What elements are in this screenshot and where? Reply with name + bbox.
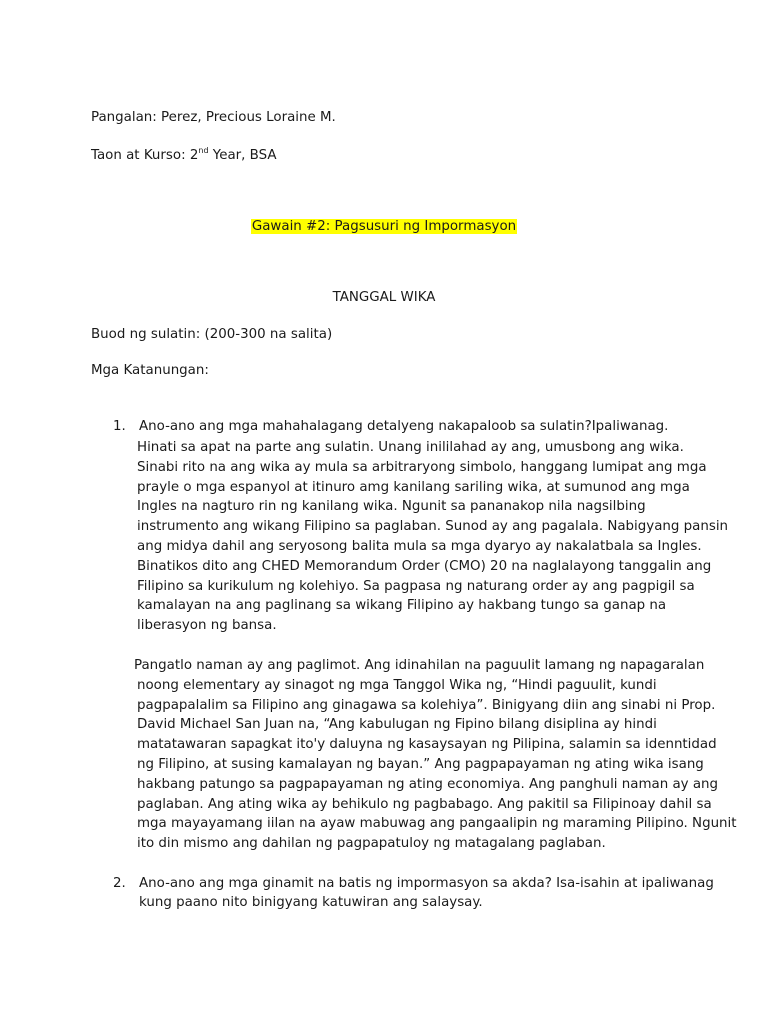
answer-line: instrumento ang wikang Filipino sa paglaban. Sunod ay ang pagalala. Nabigyang pansin	[137, 519, 729, 535]
answer-line: kamalayan na ang paglinang sa wikang Filipino ay hakbang tungo sa ganap na	[137, 598, 667, 614]
summary-label: Buod ng sulatin: (200-300 na salita)	[91, 327, 333, 342]
question-1-answer-paragraph-2	[134, 656, 737, 854]
question-1-number: 1.	[113, 419, 126, 434]
answer-line: hakbang patungo sa pagpapayaman ng ating economiya. Ang panghuli naman ay ang	[137, 776, 719, 792]
activity-title-row	[0, 219, 768, 234]
question-2-number: 2.	[113, 876, 126, 891]
answer-line: Ingles na nagturo rin ng kanilang wika. Ngunit sa pananakop nila nagsilbing	[137, 499, 646, 515]
answer-line: mga mayayamang iilan na ayaw mabuwag ang pangaalipin ng maraming Pilipino. Ngunit	[137, 816, 737, 832]
answer-line: paglaban. Ang ating wika ay behikulo ng pagbabago. Ang pakitil sa Filipinoay dahil sa	[137, 796, 712, 812]
answer-line: Binatikos dito ang CHED Memorandum Order (CMO) 20 na naglalayong tanggalin ang	[137, 558, 712, 574]
student-name-line: Pangalan: Perez, Precious Loraine M.	[91, 110, 336, 125]
answer-line: Filipino sa kurikulum ng kolehiyo. Sa pagpasa ng naturang order ay ang pagpigil sa	[137, 578, 695, 594]
document-title: TANGGAL WIKA	[332, 290, 436, 305]
answer-line: pagpapalalim sa Filipino ang ginagawa sa kolehiya”. Binigyang diin ang sinabi ni Prop.	[137, 697, 716, 713]
question-1-text: Ano-ano ang mga mahahalagang detalyeng nakapaloob sa sulatin?Ipaliwanag.	[139, 419, 669, 434]
activity-title: Gawain #2: Pagsusuri ng Impormasyon	[251, 219, 517, 234]
answer-line: ang midya dahil ang seryosong balita mula sa mga dyaryo ay nakalatbala sa Ingles.	[137, 538, 702, 554]
answer-line: ng Filipino, at susing kamalayan ng bayan.” Ang pagpapayaman ng ating wika isang	[137, 756, 704, 772]
question-2-text-line-2: kung paano nito binigyang katuwiran ang salaysay.	[139, 895, 483, 910]
answer-line: noong elementary ay sinagot ng mga Tanggol Wika ng, “Hindi paguulit, kundi	[137, 677, 657, 693]
answer-line: Sinabi rito na ang wika ay mula sa arbitraryong simbolo, hanggang lumipat ang mga	[137, 459, 707, 475]
answer-line: ito din mismo ang dahilan ng pagpapatuloy ng matagalang paglaban.	[137, 836, 606, 852]
course-prefix: Taon at Kurso: 2	[91, 148, 199, 163]
answer-line: liberasyon ng bansa.	[137, 618, 277, 634]
questions-label: Mga Katanungan:	[91, 363, 209, 378]
question-1-answer-paragraph-1	[137, 438, 728, 636]
course-year-line	[91, 145, 277, 163]
answer-line: matatawaran sapagkat ito'y daluyna ng kasaysayan ng Pilipina, salamin sa idenntidad	[137, 737, 717, 753]
answer-line: Pangatlo naman ay ang paglimot. Ang idinahilan na paguulit lamang ng napagaralan	[134, 658, 705, 673]
answer-line: David Michael San Juan na, “Ang kabulugan ng Fipino bilang disiplina ay hindi	[137, 717, 657, 733]
course-suffix: Year, BSA	[208, 148, 277, 163]
answer-line: prayle o mga espanyol at itinuro amg kanilang sariling wika, at sumunod ang mga	[137, 479, 690, 495]
course-superscript: nd	[198, 145, 209, 155]
answer-line: Hinati sa apat na parte ang sulatin. Unang inililahad ay ang, umusbong ang wika.	[137, 440, 684, 455]
question-2-text-line-1: Ano-ano ang mga ginamit na batis ng impormasyon sa akda? Isa-isahin at ipaliwanag	[139, 876, 714, 891]
